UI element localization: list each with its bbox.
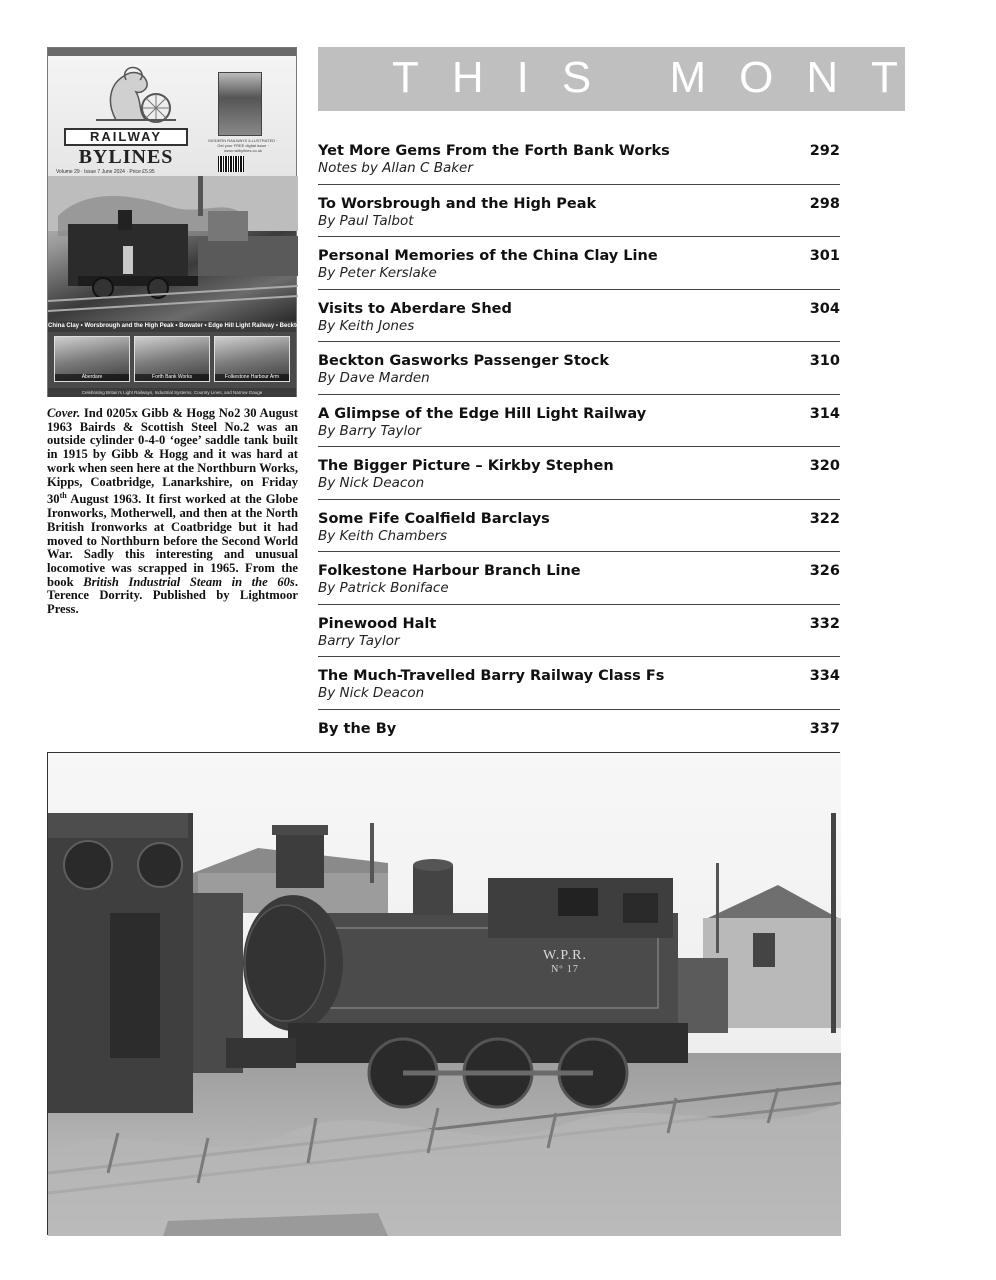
- contents-item[interactable]: [318, 342, 840, 395]
- loco-number: Nº 17: [551, 964, 579, 975]
- contents-page-number: 326: [809, 563, 840, 579]
- cover-bylines-word: BYLINES: [78, 146, 174, 168]
- main-photograph: [47, 752, 840, 1235]
- contents-item[interactable]: [318, 552, 840, 605]
- cover-railway-word: RAILWAY: [64, 128, 188, 146]
- contents-title: A Glimpse of the Edge Hill Light Railway: [318, 405, 647, 422]
- lion-emblem-icon: [76, 62, 186, 124]
- contents-byline: By Patrick Boniface: [318, 580, 449, 596]
- contents-byline: By Keith Jones: [318, 317, 415, 334]
- contents-title: By the By: [318, 720, 397, 737]
- cover-thumb-aberdare: [54, 336, 130, 382]
- caption-book-title: British Industrial Steam in the 60s: [83, 574, 295, 589]
- cover-masthead: [48, 56, 296, 176]
- cover-thumbnail: [47, 47, 304, 397]
- contents-list: [318, 132, 840, 762]
- cover-thumb-label: Forth Bank Works: [135, 374, 209, 381]
- page-title: THIS MONTH: [392, 53, 996, 102]
- contents-item[interactable]: [318, 500, 840, 553]
- cover-mini-text: MODERN RAILWAYS ILLUSTRATED · Get your FREE digital issue · www.railbylines.co.uk: [208, 138, 278, 153]
- contents-byline: By Barry Taylor: [318, 422, 422, 439]
- contents-byline: Barry Taylor: [318, 632, 400, 649]
- cover-strapline: China Clay • Worsbrough and the High Peak • Bowater • Edge Hill Light Railway • Beckton: [48, 321, 296, 332]
- contents-title: To Worsbrough and the High Peak: [318, 195, 597, 212]
- contents-page-number: 310: [809, 353, 840, 369]
- contents-item[interactable]: [318, 395, 840, 448]
- contents-page-number: 292: [809, 143, 840, 159]
- contents-title: Yet More Gems From the Forth Bank Works: [318, 143, 670, 159]
- cover-thumb-folkestone: [214, 336, 290, 382]
- contents-byline: By Nick Deacon: [318, 685, 425, 701]
- contents-title: Personal Memories of the China Clay Line: [318, 248, 658, 264]
- contents-page-number: 301: [809, 248, 840, 264]
- contents-byline: By Paul Talbot: [318, 212, 414, 229]
- contents-item[interactable]: [318, 657, 840, 710]
- contents-page-number: 298: [809, 195, 840, 212]
- contents-page-number: 314: [809, 405, 840, 422]
- cover-caption: [47, 407, 298, 617]
- cover-thumb-strip: [48, 332, 296, 388]
- cover-footer: Celebrating Britain's Light Railways, Industrial Systems, Country Lines, and Narrow Gauge: [48, 388, 296, 397]
- caption-text-2: August 1963. It first worked at the Globe Ironworks, Motherwell, and then at the North British Ironworks at Coatbridge but it had moved to Northburn before the Second World War. Sadly this interesting and unusual locomotive was scrapped in 1965. From the book: [47, 492, 298, 589]
- contents-page-number: 332: [809, 615, 840, 632]
- contents-page-number: 337: [809, 720, 840, 737]
- cover-top-bar: [48, 48, 296, 56]
- contents-item[interactable]: [318, 605, 840, 658]
- contents-page-number: 322: [809, 510, 840, 527]
- contents-title: Folkestone Harbour Branch Line: [318, 563, 581, 579]
- contents-item[interactable]: [318, 132, 840, 185]
- contents-byline: By Keith Chambers: [318, 527, 447, 544]
- cover-thumb-forth-bank: [134, 336, 210, 382]
- contents-byline: By Dave Marden: [318, 370, 430, 386]
- contents-title: The Much-Travelled Barry Railway Class Fs: [318, 668, 665, 684]
- contents-page-number: 334: [809, 668, 840, 684]
- contents-page-number: 304: [809, 300, 840, 317]
- caption-sup: th: [59, 491, 67, 501]
- cover-issue-line: Volume 29 · Issue 7 June 2024 · Price £5.95: [56, 169, 155, 175]
- this-month-banner: [318, 47, 996, 111]
- contents-byline: Notes by Allan C Baker: [318, 160, 473, 176]
- contents-item[interactable]: [318, 185, 840, 238]
- cover-photo: [48, 176, 296, 321]
- contents-item[interactable]: [318, 290, 840, 343]
- loco-initials: W.P.R.: [543, 948, 588, 963]
- locomotive-scene: [48, 753, 841, 1236]
- cover-thumb-label: Aberdare: [55, 374, 129, 381]
- caption-lead: Cover.: [47, 406, 81, 420]
- caption-text-1: Ind 0205x Gibb & Hogg No2 30 August 1963 Bairds & Scottish Steel No.2 was an outside cylinder 0-4-0 ‘ogee’ saddle tank built in 1915 by Gibb & Hogg and it was hard at work when seen here at the Northburn Works, Kipps, Coatbridge, Lanarkshire, on Friday 30: [47, 406, 298, 507]
- contents-title: Visits to Aberdare Shed: [318, 300, 512, 317]
- contents-title: The Bigger Picture – Kirkby Stephen: [318, 458, 614, 474]
- contents-title: Some Fife Coalfield Barclays: [318, 510, 550, 527]
- caption-text-3: . Terence Dorrity. Published by Lightmoor Press.: [47, 574, 298, 617]
- cover-thumb-label: Folkestone Harbour Arm: [215, 374, 289, 381]
- barcode-icon: [218, 156, 244, 172]
- contents-byline: By Nick Deacon: [318, 475, 425, 491]
- loco-lettering: [543, 949, 587, 977]
- cover-photo-scene: [48, 176, 298, 321]
- contents-item[interactable]: [318, 237, 840, 290]
- contents-title: Beckton Gasworks Passenger Stock: [318, 353, 609, 369]
- cover-mini-magazine: [218, 72, 262, 136]
- contents-page-number: 320: [809, 458, 840, 474]
- contents-byline: By Peter Kerslake: [318, 265, 437, 281]
- contents-title: Pinewood Halt: [318, 615, 437, 632]
- contents-item[interactable]: [318, 447, 840, 500]
